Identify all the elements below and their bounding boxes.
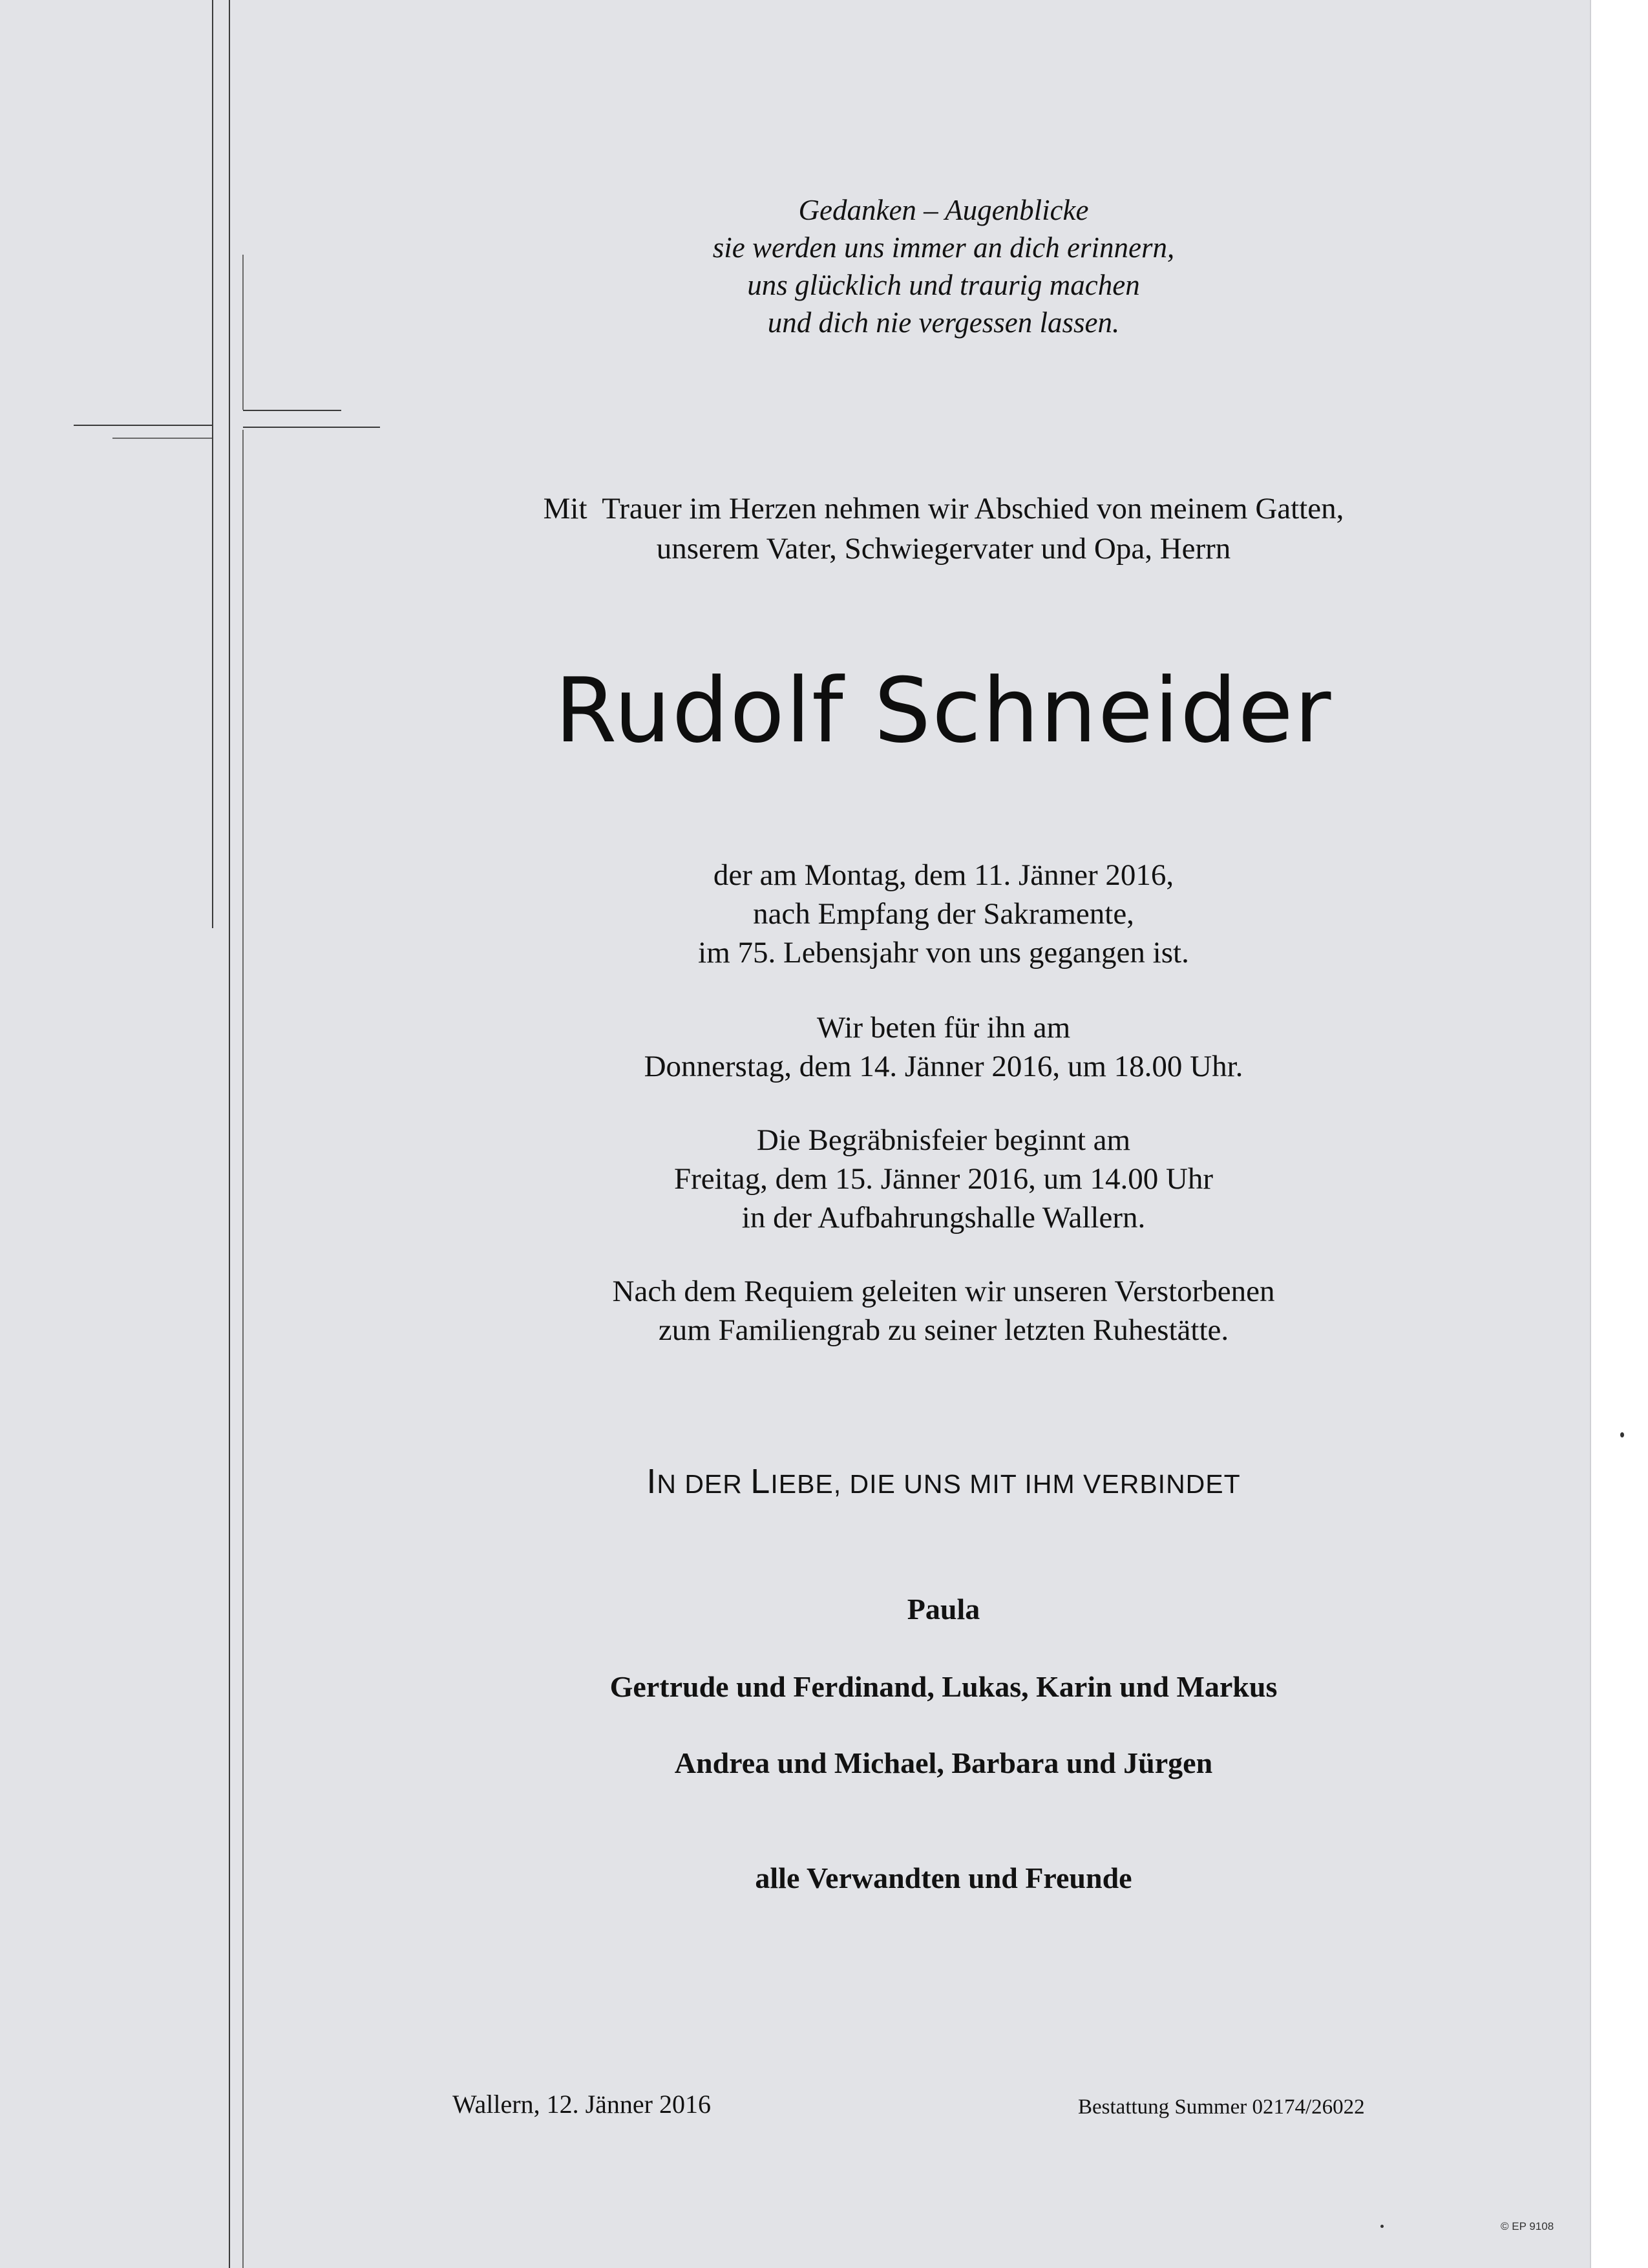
cross-horizontal-lower-left: [112, 438, 212, 439]
death-notice-line: im 75. Lebensjahr von uns gegangen ist.: [698, 936, 1189, 970]
mourner-line: Paula: [907, 1593, 980, 1626]
death-notice-line: der am Montag, dem 11. Jänner 2016,: [713, 858, 1174, 892]
poem-line: uns glücklich und traurig machen: [747, 269, 1140, 301]
deceased-name: Rudolf Schneider: [555, 659, 1333, 763]
mourner-line: alle Verwandten und Freunde: [755, 1861, 1132, 1894]
cross-vertical-outer-left: [212, 0, 213, 928]
prayer-line: Donnerstag, dem 14. Jänner 2016, um 18.00 Uhr.: [644, 1050, 1243, 1083]
funeral-line: in der Aufbahrungshalle Wallern.: [741, 1201, 1146, 1235]
prayer-notice: [427, 1008, 1461, 1086]
closing-line: [427, 1461, 1461, 1505]
prayer-line: Wir beten für ihn am: [816, 1011, 1071, 1044]
print-speck: [1620, 1432, 1624, 1437]
intro-line: unserem Vater, Schwiegervater und Opa, Herrn: [656, 532, 1231, 566]
burial-notice: [427, 1272, 1461, 1350]
place-date: Wallern, 12. Jänner 2016: [452, 2090, 711, 2119]
poem-line: sie werden uns immer an dich erinnern,: [712, 231, 1175, 264]
funeral-line: Freitag, dem 15. Jänner 2016, um 14.00 Uhr: [673, 1162, 1214, 1196]
closing-initial: L: [750, 1462, 771, 1501]
closing-text: IEBE, DIE UNS MIT IHM VERBINDET: [770, 1469, 1241, 1499]
print-speck: [1380, 2225, 1384, 2228]
poem-line: und dich nie vergessen lassen.: [767, 306, 1120, 339]
burial-line: Nach dem Requiem geleiten wir unseren Verstorbenen: [612, 1275, 1275, 1308]
closing-text: N DER: [657, 1469, 751, 1499]
cross-horizontal-upper-right: [243, 410, 341, 411]
death-notice: [427, 856, 1461, 972]
copyright-mark: © EP 9108: [1501, 2220, 1554, 2232]
intro-line: Mit Trauer im Herzen nehmen wir Abschied von meinem Gatten,: [543, 492, 1344, 525]
scan-margin: [1590, 0, 1648, 2268]
intro-text: [427, 489, 1461, 569]
death-notice-line: nach Empfang der Sakramente,: [753, 897, 1134, 931]
closing-initial: I: [646, 1462, 657, 1501]
burial-line: zum Familiengrab zu seiner letzten Ruhestätte.: [658, 1313, 1229, 1347]
cross-vertical-inner-right: [242, 430, 244, 2268]
cross-vertical-outer-right: [229, 0, 230, 2268]
mourner-line: Andrea und Michael, Barbara und Jürgen: [674, 1746, 1213, 1779]
cross-horizontal-upper: [74, 425, 212, 426]
cross-vertical-inner-left: [242, 255, 244, 410]
cross-horizontal-lower-right: [243, 427, 380, 428]
mourner-line: Gertrude und Ferdinand, Lukas, Karin und Markus: [609, 1670, 1278, 1703]
poem-line: Gedanken – Augenblicke: [798, 194, 1089, 226]
undertaker-contact: Bestattung Summer 02174/26022: [1078, 2095, 1365, 2119]
poem: [427, 191, 1461, 341]
funeral-notice: [427, 1121, 1461, 1237]
funeral-line: Die Begräbnisfeier beginnt am: [756, 1123, 1131, 1157]
